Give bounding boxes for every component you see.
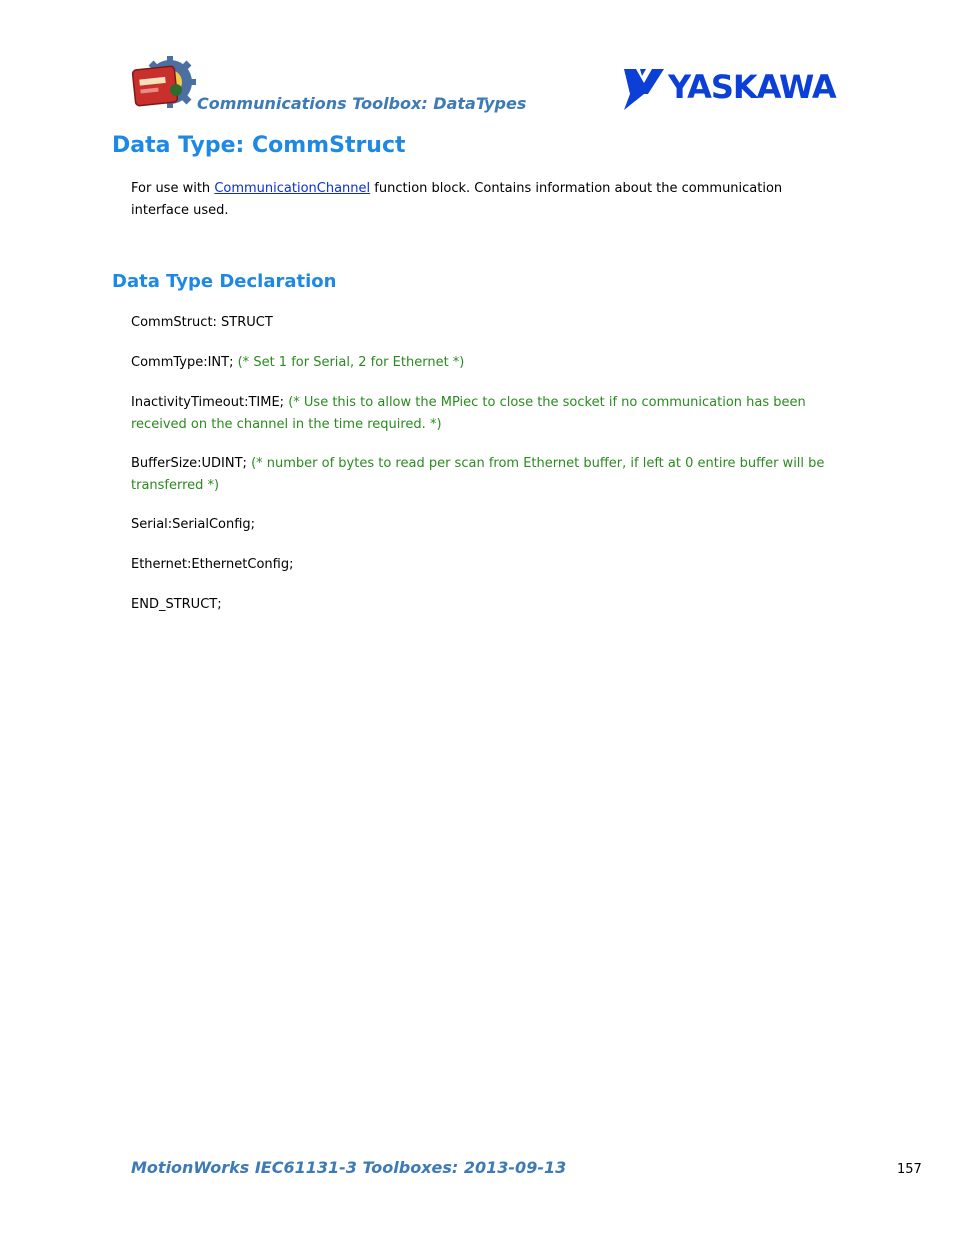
code-comment: (* Set 1 for Serial, 2 for Ethernet *) [237, 355, 465, 370]
communication-channel-link[interactable]: CommunicationChannel [214, 181, 371, 196]
toolbox-gear-logo-icon [130, 56, 198, 110]
declaration-line-ethernet: Ethernet:EthernetConfig; [131, 557, 294, 572]
code-text: BufferSize:UDINT; [131, 456, 252, 471]
declaration-line-end-struct: END_STRUCT; [131, 597, 222, 612]
section-heading: Data Type Declaration [112, 271, 337, 292]
code-comment: (* number of bytes to read per scan from Ethernet buffer, if left at 0 entire buffer will be transferred *) [131, 456, 825, 493]
intro-paragraph [131, 178, 831, 222]
code-text: CommType:INT; [131, 355, 238, 370]
page-number: 157 [897, 1162, 922, 1177]
declaration-line-struct: CommStruct: STRUCT [131, 315, 273, 330]
code-comment: (* Use this to allow the MPiec to close the socket if no communication has been received on the channel in the time required. *) [131, 395, 806, 432]
intro-text-before: For use with [131, 181, 215, 196]
code-text: InactivityTimeout:TIME; [131, 395, 289, 410]
footer-title: MotionWorks IEC61131-3 Toolboxes: 2013-09-13 [131, 1158, 567, 1177]
declaration-line-inactivity-timeout [131, 392, 831, 436]
page-title: Data Type: CommStruct [112, 133, 406, 158]
declaration-line-buffer-size [131, 453, 831, 497]
yaskawa-logo [622, 66, 844, 112]
declaration-line-commtype [131, 352, 831, 374]
svg-text:YASKAWA: YASKAWA [668, 68, 836, 106]
header-title: Communications Toolbox: DataTypes [197, 94, 527, 113]
declaration-line-serial: Serial:SerialConfig; [131, 517, 256, 532]
intro-text-after: function block. Contains information about the communication interface used. [131, 181, 783, 218]
